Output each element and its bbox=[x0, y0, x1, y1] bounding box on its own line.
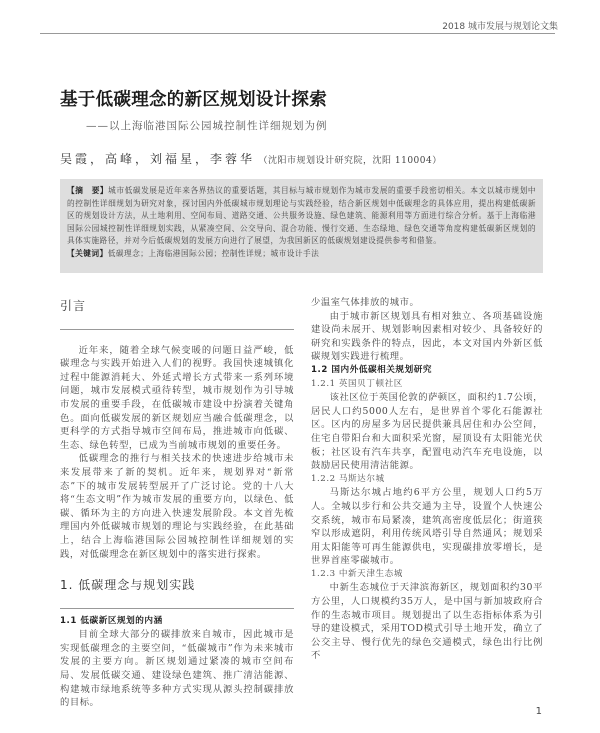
section-1-rule bbox=[60, 608, 294, 609]
abstract-box bbox=[60, 179, 543, 273]
section-1-heading: 1. 低碳理念与规划实践 bbox=[60, 578, 196, 593]
section-1-1-heading: 1.1 低碳新区规划的内涵 bbox=[60, 615, 163, 626]
page-number: 1 bbox=[535, 706, 542, 717]
abstract-text: 城市低碳发展是近年来各界热议的重要话题，其目标与城市规划作为城市发展的重要手段密切相关。本文以城市规划中的控制性详细规划为研究对象，探讨国内外低碳城市规划理论与实践经验，结合新区规划中低碳理念的具体应用，提出构建低碳新区的规划设计方法，从土地利用、空间布局、道路交通、公共服务设施、绿色建筑、能源利用等方面进行综合分析。基于上海临港国际公园城控制性详细规划实践，从紧凑空间、公交导向、混合功能、慢行交通、生态绿地、绿色交通等角度构建低碳新区规划的具体实施路径，并对今后低碳规划的发展方向进行了展望，为我国新区的低碳规划建设提供参考和借鉴。 bbox=[67, 186, 536, 245]
article-title: 基于低碳理念的新区规划设计探索 bbox=[60, 90, 327, 110]
author-affiliation: （沈阳市规划设计研究院，沈阳 110004） bbox=[258, 156, 442, 166]
section-1-2-1-paragraph: 该社区位于英国伦敦的萨顿区，面积约1.7公顷，居民人口约5000人左右，是世界首个零化石能源社区。区内的房屋多为居民提供兼具居住和办公空间，住宅自带阳台和大面积采光窗，屋顶设有太阳能光伏板；社区设有汽车共享，配置电动汽车充电设施，以鼓励居民使用清洁能源。 bbox=[311, 392, 543, 472]
keywords bbox=[67, 248, 536, 261]
section-1-2-heading: 1.2 国内外低碳相关规划研究 bbox=[311, 364, 432, 375]
continued-line: 少温室气体排放的城市。 bbox=[311, 297, 420, 308]
header-rule bbox=[40, 33, 555, 34]
intro-heading-rule bbox=[60, 329, 294, 330]
section-1-2-1-heading: 1.2.1 英国贝丁顿社区 bbox=[311, 378, 403, 389]
author-names: 吴霞，高峰，刘福星，李蓉华 bbox=[60, 152, 256, 166]
left-column bbox=[60, 296, 294, 710]
intro-heading: 引言 bbox=[60, 299, 87, 313]
intro-paragraph-1: 近年来，随着全球气候变暖的问题日益严峻，低碳理念与实践开始进入人们的视野。我国快速城镇化过程中能源消耗大、外延式增长方式带来一系列环境问题，城市发展模式亟待转型，城市规划作为引导城市发展的重要手段，在低碳城市建设中扮演着关键角色。面向低碳发展的新区规划应当融合低碳理念，以更科学的方式指导城市空间布局，推进城市向低碳、生态、绿色转型，已成为当前城市规划的重要任务。 bbox=[60, 344, 294, 451]
section-1-2-3-paragraph: 中新生态城位于天津滨海新区，规划面积约30平方公里，人口规模约35万人，是中国与新加坡政府合作的生态城市项目。规划提出了以生态指标体系为引导的建设模式，采用TOD模式引导土地开发，确立了公交主导、慢行优先的绿色交通模式，绿色出行比例不 bbox=[311, 582, 543, 662]
abstract bbox=[67, 185, 536, 248]
author-line bbox=[60, 150, 442, 167]
intro-paragraph-2: 低碳理念的推行与相关技术的快速进步给城市未来发展带来了新的契机。近年来，规划界对“新常态”下的城市发展转型展开了广泛讨论。党的十八大将“生态文明”作为城市发展的重要方向，以绿色、低碳、循环为主的方向进入快速发展阶段。本文首先梳理国内外低碳城市规划的理论与实践经验，在此基础上，结合上海临港国际公园城控制性详细规划的实践，对低碳理念在新区规划中的落实进行探索。 bbox=[60, 453, 294, 560]
right-column bbox=[311, 296, 543, 663]
section-1-2-3-heading: 1.2.3 中新天津生态城 bbox=[311, 568, 403, 579]
section-1-2-2-paragraph: 马斯达尔城占地约6平方公里，规划人口约5万人。全城以步行和公共交通为主导，设置个人快速公交系统，城市布局紧凑，建筑高密度低层化；街道狭窄以形成遮阴，利用传统风塔引导自然通风；规划采用太阳能等可再生能源供电，实现碳排放零增长，是世界首座零碳城市。 bbox=[311, 487, 543, 567]
keywords-text: 低碳理念；上海临港国际公园；控制性详规；城市设计手法 bbox=[107, 248, 320, 258]
section-1-1-paragraph: 目前全球大部分的碳排放来自城市，因此城市是实现低碳理念的主要空间，“低碳城市”作为未来城市发展的主要方向。新区规划通过紧凑的城市空间布局、发展低碳交通、建设绿色建筑、推广清洁能源、构建城市绿地系统等多种方式实现从源头控制碳排放的目标。 bbox=[60, 629, 294, 709]
section-1-2-2-heading: 1.2.2 马斯达尔城 bbox=[311, 473, 385, 484]
lowcarbon-intro-paragraph: 由于城市新区规划具有相对独立、各项基础设施建设尚未展开、规划影响因素相对较少、具备较好的研究和实践条件的特点，因此，本文对国内外新区低碳规划实践进行梳理。 bbox=[311, 310, 543, 363]
keywords-label: 【关键词】 bbox=[67, 248, 108, 258]
article-subtitle: ——以上海临港国际公园城控制性详细规划为例 bbox=[86, 120, 328, 132]
abstract-label: 【摘 要】 bbox=[67, 186, 109, 195]
running-header: 2018 城市发展与规划论文集 bbox=[442, 22, 558, 32]
